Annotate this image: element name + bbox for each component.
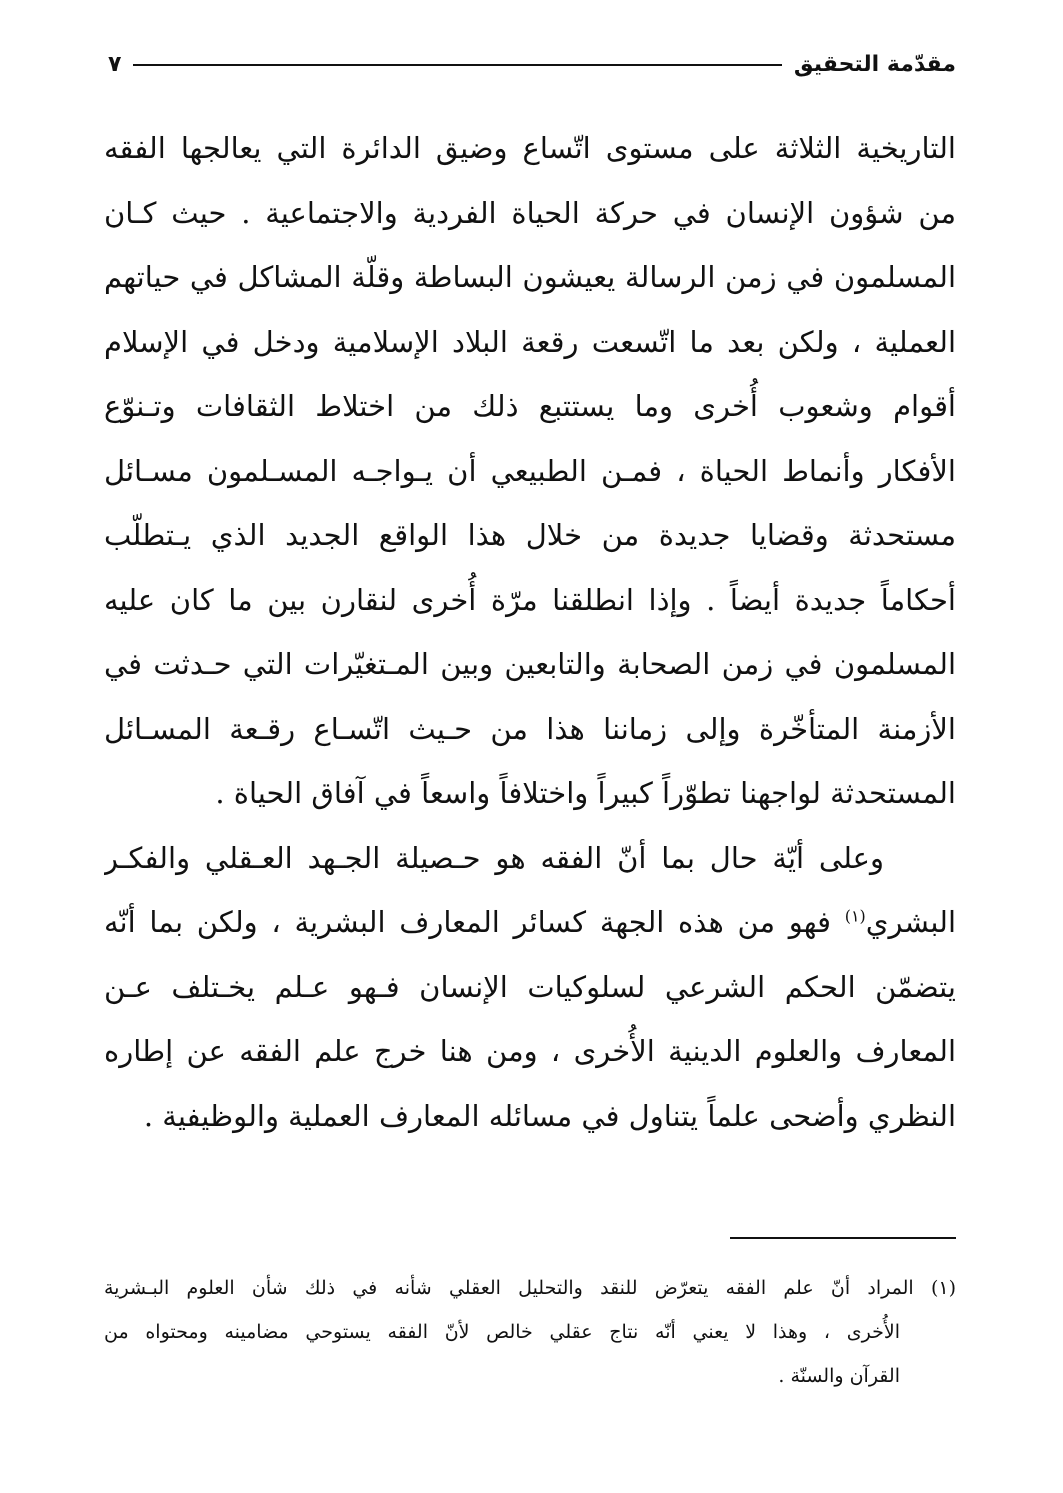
text-span: البشري	[865, 905, 956, 939]
body-line: يتضمّن الحكم الشرعي لسلوكيات الإنسان فـهو عـلم يخـتلف عـن	[104, 969, 956, 1004]
body-line: العملية ، ولكن بعد ما اتّسعت رقعة البلاد الإسلامية ودخل في الإسلام	[104, 324, 956, 359]
footnote-line: الأُخرى ، وهذا لا يعني أنّه نتاج عقلي خالص لأنّ الفقه يستوحي مضامينه ومحتواه من	[104, 1321, 900, 1343]
body-line: المعارف والعلوم الدينية الأُخرى ، ومن هنا خرج علم الفقه عن إطاره	[104, 1034, 956, 1068]
header-rule	[133, 64, 781, 66]
body-line: المستحدثة لواجهنا تطوّراً كبيراً واختلافاً واسعاً في آفاق الحياة .	[215, 776, 956, 810]
body-line: الأفكار وأنماط الحياة ، فمـن الطبيعي أن يـواجـه المسـلمون مسـائل	[104, 453, 956, 488]
footnote-separator	[730, 1237, 956, 1239]
body-line: التاريخية الثلاثة على مستوى اتّساع وضيق الدائرة التي يعالجها الفقه	[104, 131, 956, 165]
body-line: النظري وأضحى علماً يتناول في مسائله المعارف العملية والوظيفية .	[143, 1098, 956, 1133]
body-line-with-footnote-ref	[104, 890, 956, 955]
body-line: الأزمنة المتأخّرة وإلى زماننا هذا من حـيث اتّسـاع رقـعة المسـائل	[104, 711, 956, 746]
body-line: المسلمون في زمن الرسالة يعيشون البساطة وقلّة المشاكل في حياتهم	[104, 260, 956, 294]
body-line: المسلمون في زمن الصحابة والتابعين وبين المـتغيّرات التي حـدثت في	[104, 647, 956, 681]
paragraph-first-line: وعلى أيّة حال بما أنّ الفقه هو حـصيلة الجـهد العـقلي والفكـر	[104, 840, 884, 875]
text-span: فهو من هذه الجهة كسائر المعارف البشرية ، ولكن بما أنّه	[104, 905, 845, 939]
body-line: أحكاماً جديدة أيضاً . وإذا انطلقنا مرّة أُخرى لنقارن بين ما كان عليه	[104, 582, 956, 617]
body-line: مستحدثة وقضايا جديدة من خلال هذا الواقع الجديد الذي يـتطلّب	[104, 518, 956, 552]
body-text	[104, 116, 956, 1148]
page-number: ٧	[108, 51, 122, 77]
body-line: من شؤون الإنسان في حركة الحياة الفردية والاجتماعية . حيث كـان	[104, 195, 956, 230]
body-line: أقوام وشعوب أُخرى وما يستتبع ذلك من اختلاط الثقافات وتـنوّع	[104, 389, 956, 423]
footnote-line: القرآن والسنّة .	[778, 1365, 900, 1387]
running-header-title: مقدّمة التحقيق	[793, 51, 956, 77]
footnotes	[104, 1266, 956, 1398]
running-header	[108, 44, 956, 84]
footnote-reference[interactable]: (١)	[844, 906, 866, 926]
footnote-line: (١) المراد أنّ علم الفقه يتعرّض للنقد والتحليل العقلي شأنه في ذلك شأن العلوم البـشرية	[104, 1277, 956, 1299]
